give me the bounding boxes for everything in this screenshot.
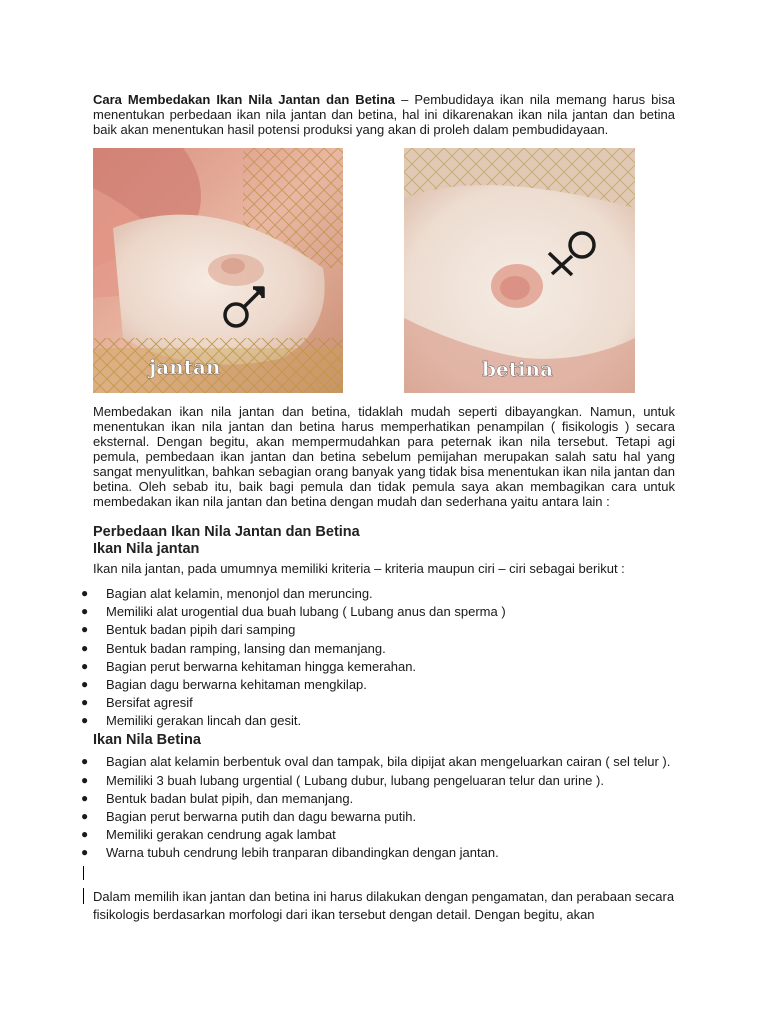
list-item: ● Memiliki gerakan lincah dan gesit. [81,713,302,729]
female-heading: Ikan Nila Betina [93,732,201,749]
bullet-icon: ● [81,604,89,619]
paragraph-3: Dalam memilih ikan jantan dan betina ini harus dilakukan dengan pengamatan, dan perabaan secara fisikologis berdasarkan morfologi dari ikan tersebut dengan detail. Dengan begitu, akan [93,889,675,923]
bullet-icon: ● [81,676,89,691]
intro-title: Cara Membedakan Ikan Nila Jantan dan Betina [93,92,396,107]
list-item: ● Bersifat agresif [81,695,193,711]
female-criteria-list [81,754,675,861]
bullet-icon: ● [81,640,89,655]
list-item: ● Bentuk badan ramping, lansing dan memanjang. [81,640,386,656]
list-item: ● Bagian alat kelamin, menonjol dan meruncing. [81,586,373,601]
female-fish-photo [404,148,635,393]
male-criteria-list [81,586,675,729]
bullet-icon: ● [81,658,89,673]
bullet-icon: ● [81,827,89,842]
intro-text: – Pembudidaya ikan nila memang harus bisa menentukan perbedaan ikan nila jantan dan betina, hal ini dikarenakan ikan nila jantan dan betina baik akan menentukan hasil potensi produksi yang akan di proleh dalam pembudidayaan. [93,92,675,137]
list-item: ● Memiliki alat urogential dua buah lubang ( Lubang anus dan sperma ) [81,604,506,620]
bullet-icon: ● [81,586,89,600]
list-item: ● Bagian perut berwarna kehitaman hingga kemerahan. [81,658,417,674]
male-intro: Ikan nila jantan, pada umumnya memiliki kriteria – kriteria maupun ciri – ciri sebagai berikut : [93,561,625,576]
list-item: ● Warna tubuh cendrung lebih tranparan dibandingkan dengan jantan. [81,845,499,861]
paragraph-2: Membedakan ikan nila jantan dan betina, tidaklah mudah seperti dibayangkan. Namun, untuk menentukan ikan nila jantan dan betina harus memperhatikan penampilan ( fisikologis ) secara eksternal. Dengan begitu, akan mempermudahkan para peternak ikan nila tersebut. Tetapi agi pemula, pembedaan ikan jantan dan betina sebelum pemijahan merupakan salah satu hal yang sangat menyulitkan, bahkan sebagian orang banyak yang tidak bisa menentukan ikan nila jantan dan betina. Oleh sebab itu, baik bagi pemula dan tidak pemula saya akan membagikan cara untuk membedakan ikan nila jantan dan betina dengan mudah dan sederhana yaitu antara lain : [93,404,675,509]
bullet-icon: ● [81,790,89,805]
list-item: ● Bagian alat kelamin berbentuk oval dan tampak, bila dipijat akan mengeluarkan cairan ( sel telur ). [81,754,671,770]
list-item: ● Bentuk badan bulat pipih, dan memanjang. [81,790,354,806]
bullet-icon: ● [81,695,89,710]
list-item: ● Bentuk badan pipih dari samping [81,622,296,638]
list-item: ● Bagian dagu berwarna kehitaman mengkilap. [81,676,367,692]
bullet-icon: ● [81,808,89,823]
bullet-icon: ● [81,772,89,787]
bullet-icon: ● [81,622,89,637]
photo-row [93,148,675,393]
male-heading: Ikan Nila jantan [93,541,200,557]
section-heading: Perbedaan Ikan Nila Jantan dan Betina [93,524,360,540]
list-item: ● Bagian perut berwarna putih dan dagu bewarna putih. [81,808,417,824]
intro-paragraph [93,92,675,137]
male-fish-photo [93,148,343,393]
female-photo-label: betina [482,357,554,381]
document-page [81,88,675,924]
bullet-icon: ● [81,845,89,860]
text-cursor-marker [83,888,84,904]
list-item: ● Memiliki 3 buah lubang urgential ( Lubang dubur, lubang pengeluaran telur dan urine ). [81,772,604,788]
text-cursor-marker [83,866,84,880]
bullet-icon: ● [81,754,89,769]
list-item: ● Memiliki gerakan cendrung agak lambat [81,827,336,843]
male-photo-label: jantan [149,355,221,379]
bullet-icon: ● [81,713,89,728]
